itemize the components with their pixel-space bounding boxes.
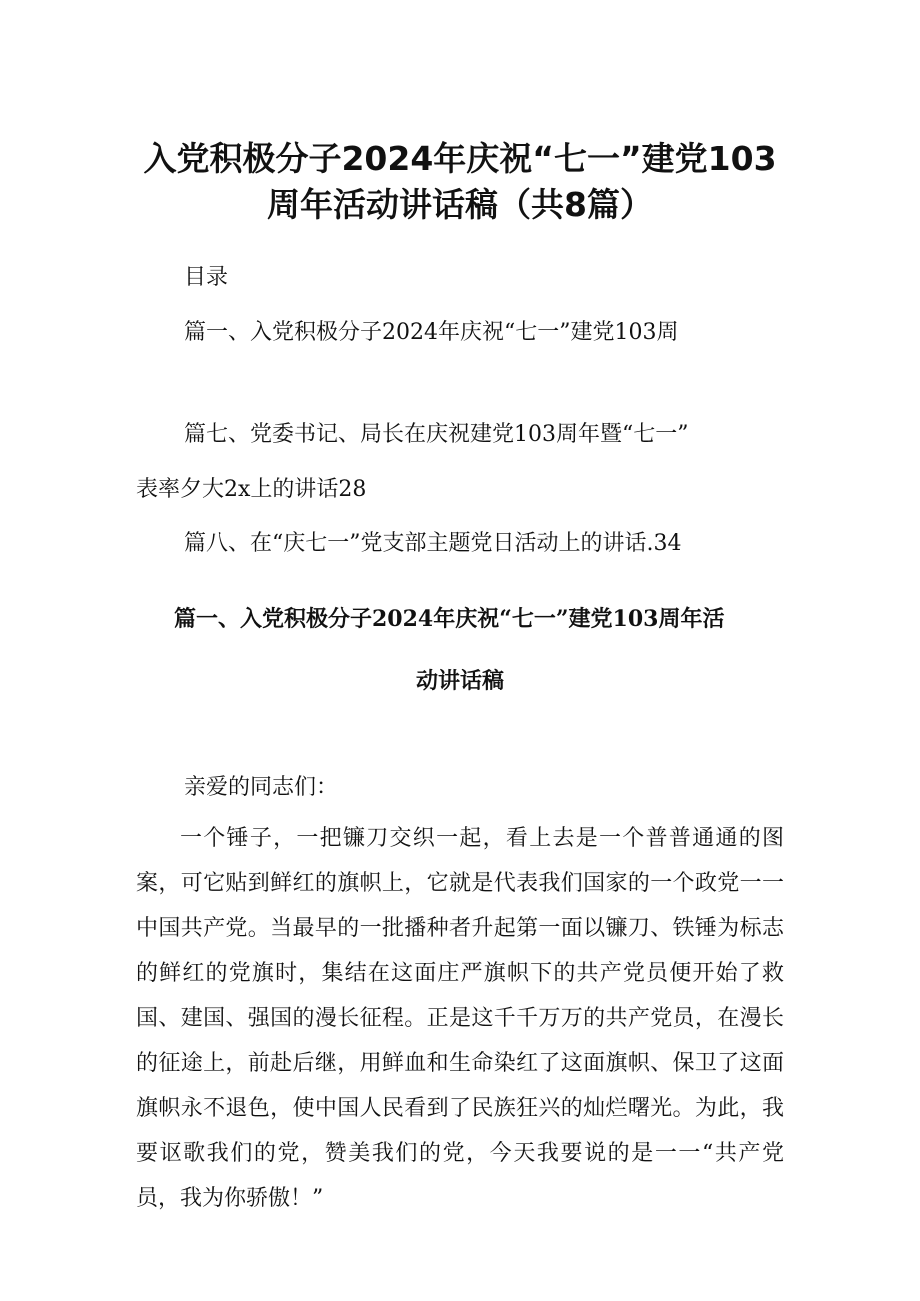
toc-item-8[interactable]: 篇八、在“庆七一”党支部主题党日活动上的讲话.34: [184, 531, 682, 556]
greeting: 亲爱的同志们：: [184, 775, 339, 800]
toc-item-7-line-1[interactable]: 篇七、党委书记、局长在庆祝建党103周年暨“七一”: [184, 422, 689, 447]
toc-item-1[interactable]: 篇一、入党积极分子2024年庆祝“七一”建党103周: [184, 320, 679, 345]
section-title-line-2: 动讲话稿: [415, 668, 504, 694]
document-title-line-1: 入党积极分子2024年庆祝“七一”建党103: [143, 139, 777, 178]
toc-item-7-line-2[interactable]: 表率夕大2x上的讲话28: [136, 477, 367, 502]
document-title: [100, 136, 820, 228]
document-title-line-2: 周年活动讲话稿（共8篇）: [267, 185, 653, 224]
section-title-line-1: 篇一、入党积极分子2024年庆祝“七一”建党103周年活: [174, 606, 725, 632]
toc-heading: 目录: [184, 265, 229, 290]
body-paragraph: 一个锤子，一把镰刀交织一起，看上去是一个普普通通的图案，可它贴到鲜红的旗帜上，它就是代表我们国家的一个政党一一中国共产党。当最早的一批播种者升起第一面以镰刀、铁锤为标志的鲜红的党旗时，集结在这面庄严旗帜下的共产党员便开始了救国、建国、强国的漫长征程。正是这千千万万的共产党员，在漫长的征途上，前赴后继，用鲜血和生命染红了这面旗帜、保卫了这面旗帜永不退色，使中国人民看到了民族狂兴的灿烂曙光。为此，我要讴歌我们的党，赞美我们的党，今天我要说的是一一“共产党员，我为你骄傲！”: [136, 826, 784, 1211]
